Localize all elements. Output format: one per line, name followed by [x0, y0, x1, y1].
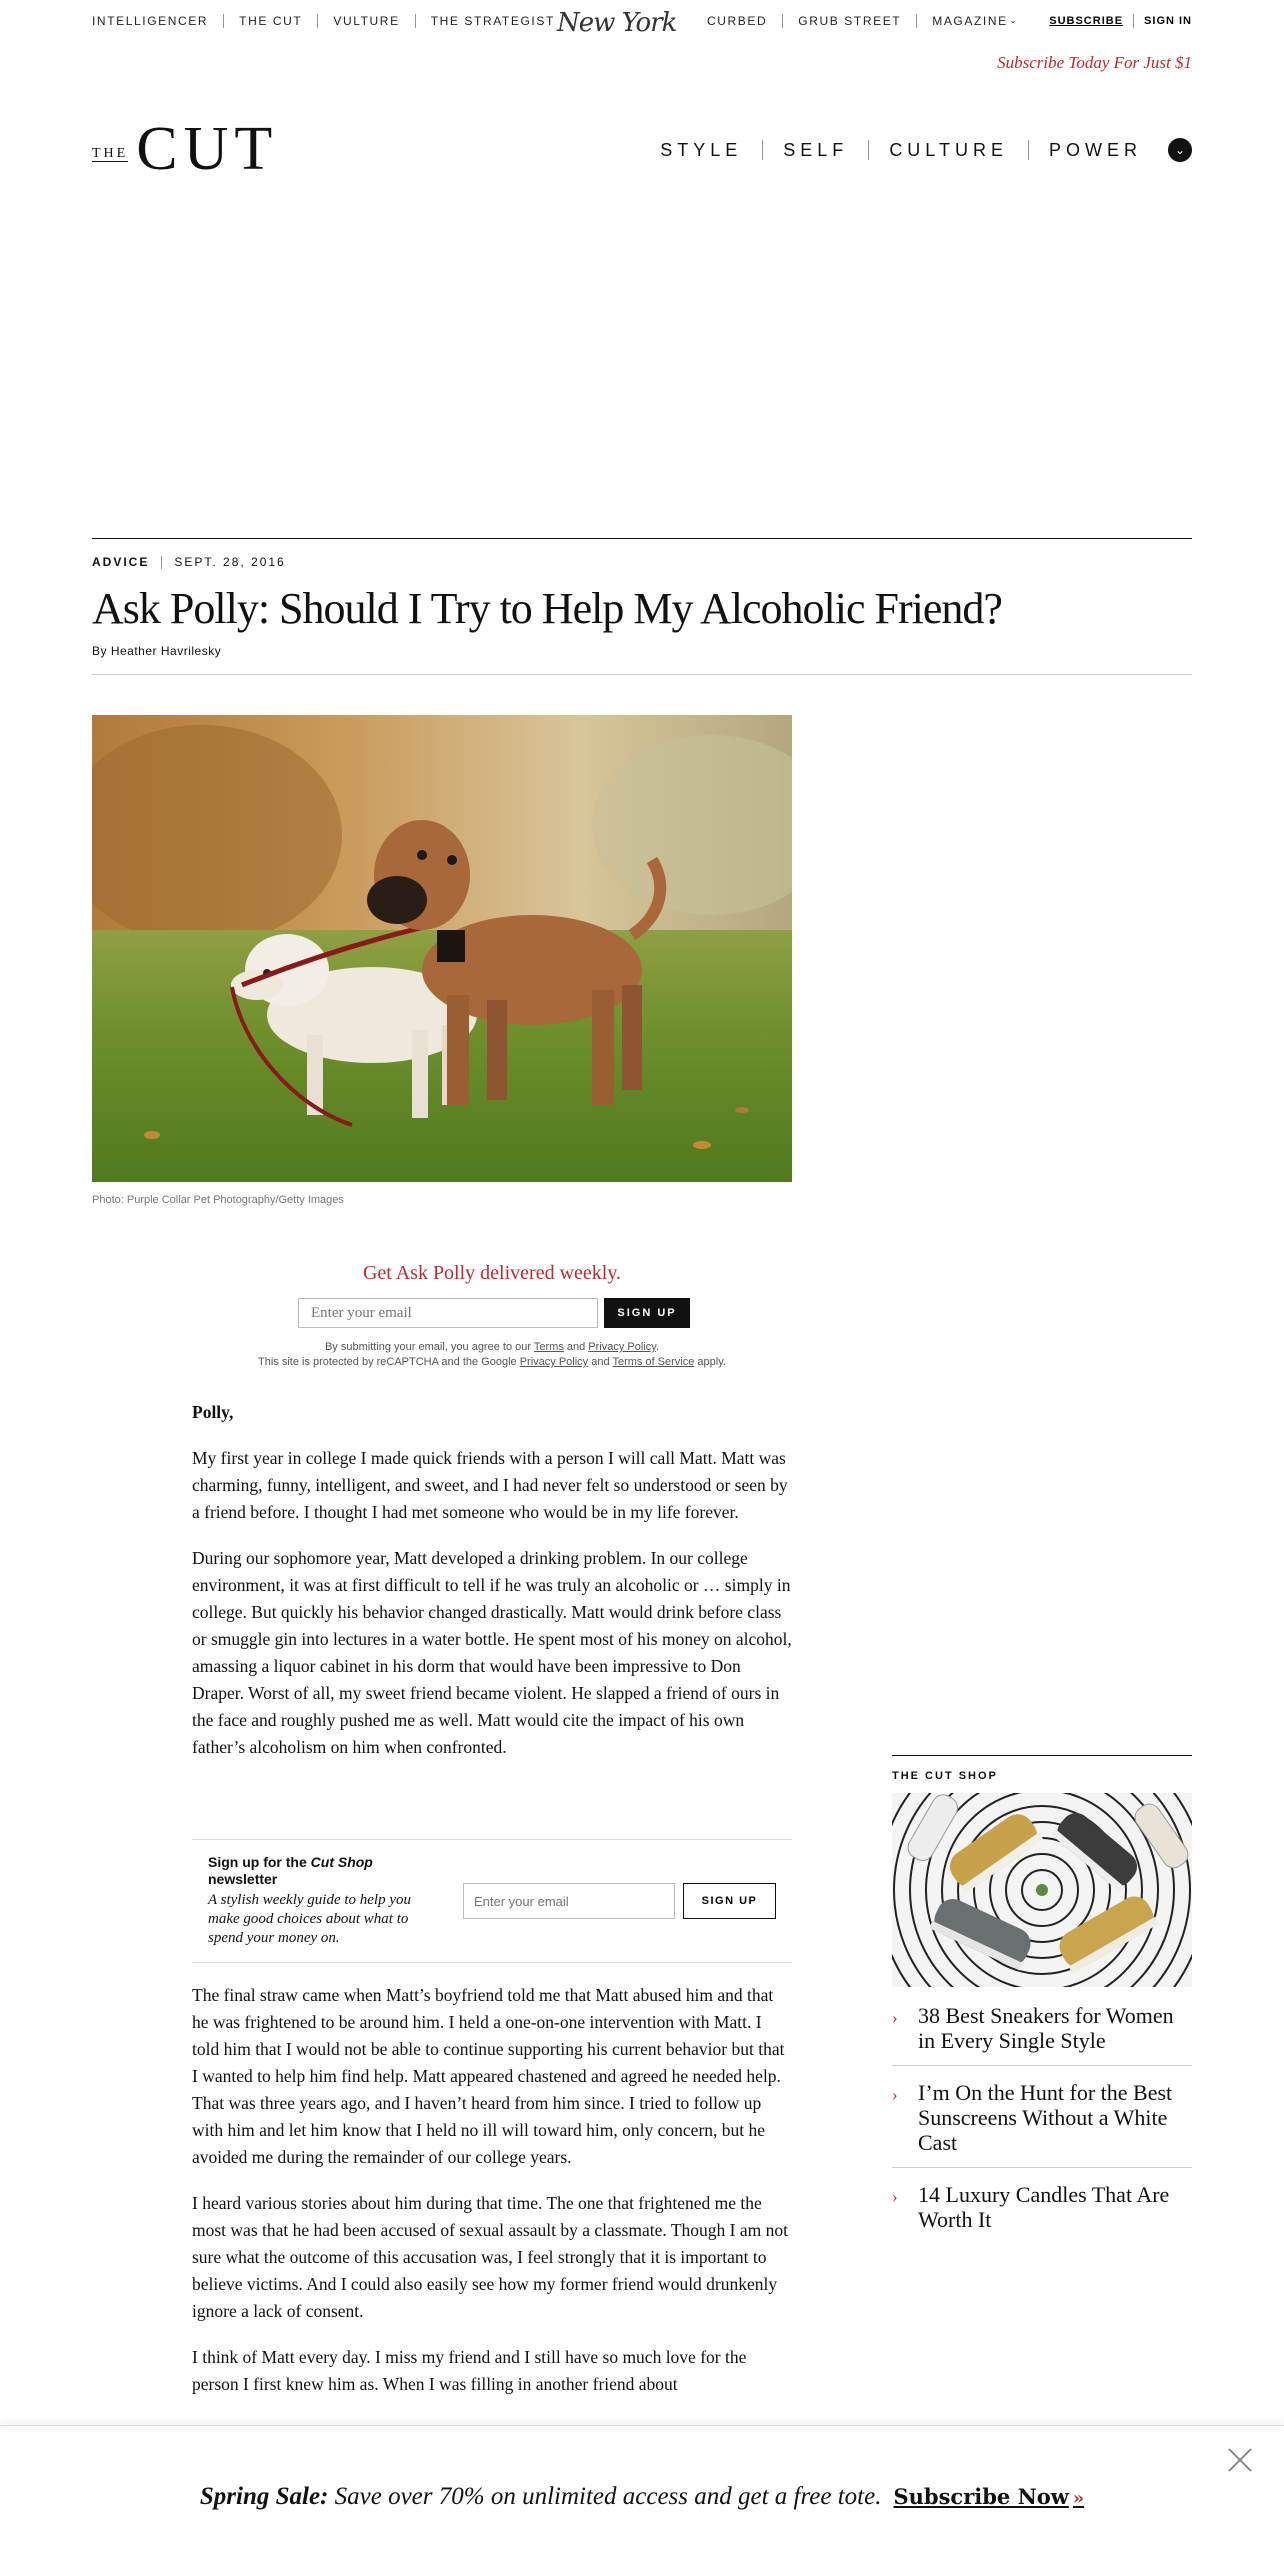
header-rule [92, 538, 1192, 539]
sneakers-image[interactable] [892, 1793, 1192, 1987]
network-link-magazine[interactable] [916, 14, 1033, 28]
masthead [92, 115, 1192, 183]
sidebar-article-title: 38 Best Sneakers for Women in Every Single Style [918, 2003, 1174, 2053]
subscribe-banner-text [0, 2483, 1284, 2511]
subscribe-now-link[interactable] [893, 2484, 1084, 2509]
byline[interactable]: By Heather Havrilesky [92, 644, 222, 658]
body-paragraph: I think of Matt every day. I miss my friend and I still have so much love for the person I first knew him as. When I was filling in another friend about [192, 2347, 747, 2394]
cut-shop-newsletter-title [208, 1854, 428, 1888]
network-link-grub-street[interactable]: GRUB STREET [782, 14, 916, 28]
sidebar-label: THE CUT SHOP [892, 1770, 998, 1782]
cut-shop-email-input[interactable] [463, 1883, 675, 1919]
sidebar-article-title: I’m On the Hunt for the Best Sunscreens Without a White Cast [918, 2080, 1173, 2155]
nav-self[interactable]: SELF [762, 140, 868, 160]
legal-line-1 [92, 1340, 892, 1355]
body-paragraph: During our sophomore year, Matt developed a drinking problem. In our college environment, it was at first difficult to tell if he was truly an alcoholic or … simply in college. But quickly his behavior changed drastically. Matt would drink before class or smuggle gin into lectures in a water bottle. He spent most of his money on alcohol, amassing a liquor cabinet in his dorm that would have been impressive to Don Draper. Worst of all, my sweet friend became violent. He slapped a friend of ours in the face and roughly pushed me as well. Matt would cite the impact of his own father’s alcoholism on him when confronted. [192, 1548, 792, 1757]
newsletter-signup-button[interactable]: SIGN UP [604, 1298, 690, 1328]
chevron-right-icon: › [892, 2085, 898, 2104]
logo-the: THE [92, 146, 129, 161]
network-link-intelligencer[interactable]: INTELLIGENCER [92, 14, 209, 28]
body-paragraph: My first year in college I made quick friends with a person I will call Matt. Matt was charming, funny, intelligent, and sweet, and I had never felt so understood or seen by a friend before. I thought I had met someone who would be in my life forever. [192, 1448, 788, 1522]
letter-greeting: Polly, [192, 1402, 234, 1422]
newsletter-email-input[interactable] [298, 1298, 598, 1328]
newsletter-legal [92, 1340, 892, 1370]
network-right-links [707, 14, 1033, 28]
lead-photo [92, 715, 792, 1182]
subscribe-promo-link[interactable]: Subscribe Today For Just $1 [997, 53, 1192, 72]
new-york-logo[interactable]: New York [557, 8, 677, 38]
newsletter-heading: Get Ask Polly delivered weekly. [362, 1262, 622, 1284]
cut-shop-sidebar [892, 1755, 1192, 2258]
title-brand: Cut Shop [310, 1854, 373, 1870]
legal-text: and [563, 1341, 589, 1353]
close-icon[interactable] [1226, 2446, 1254, 2474]
photo-credit: Photo: Purple Collar Pet Photography/Getty Images [92, 1194, 344, 1206]
chevron-down-icon: ⌄ [1009, 16, 1019, 25]
section-nav [640, 138, 1192, 162]
byline-rule [92, 674, 1192, 675]
sidebar-article[interactable] [892, 2003, 1192, 2066]
cut-shop-newsletter [192, 1839, 792, 1963]
rubric-link[interactable]: ADVICE [92, 556, 162, 569]
network-link-the-strategist[interactable]: THE STRATEGIST [415, 14, 570, 28]
the-cut-logo[interactable] [92, 115, 279, 183]
sale-text: Save over 70% on unlimited access and get a free tote. [328, 2483, 882, 2510]
chevron-right-icon: › [892, 2187, 898, 2206]
sidebar-rule [892, 1755, 1192, 1756]
cut-shop-newsletter-description: A stylish weekly guide to help you make good choices about what to spend your money on. [208, 1892, 412, 1946]
network-link-curbed[interactable]: CURBED [707, 14, 768, 28]
sidebar-article[interactable] [892, 2182, 1192, 2244]
privacy-policy-link[interactable]: Privacy Policy [588, 1341, 656, 1353]
google-privacy-link[interactable]: Privacy Policy [519, 1356, 589, 1368]
terms-link[interactable]: Terms [533, 1341, 564, 1353]
network-link-the-cut[interactable]: THE CUT [223, 14, 317, 28]
google-terms-link[interactable]: Terms of Service [612, 1356, 695, 1368]
sidebar-article-title: 14 Luxury Candles That Are Worth It [918, 2182, 1170, 2232]
legal-text: and [588, 1356, 613, 1368]
article-date: SEPT. 28, 2016 [174, 555, 286, 569]
legal-line-2 [92, 1355, 892, 1370]
article-body-part-1 [192, 1399, 792, 1780]
subscribe-banner [0, 2425, 1284, 2568]
body-paragraph: The final straw came when Matt’s boyfriend told me that Matt abused him and that he was frightened to be around him. I held a one-on-one intervention with Matt. I told him that I would not be able to continue supporting his current behavior but that I wanted to help him find help. Matt appeared chastened and agreed he needed help. That was three years ago, and I haven’t heard from him since. I tried to follow up with him and let him know that I held no ill will toward him, only concern, but he avoided me during the remainder of our college years. [192, 1985, 785, 2167]
nav-culture[interactable]: CULTURE [868, 140, 1028, 160]
sneakers-illustration [892, 1793, 1192, 1987]
newsletter-form [298, 1298, 690, 1328]
network-left-links [92, 14, 570, 28]
double-arrow-icon: » [1072, 2488, 1085, 2509]
account-links [1049, 14, 1192, 28]
article-headline: Ask Polly: Should I Try to Help My Alcoholic Friend? [92, 584, 1002, 633]
subscribe-now-label: Subscribe Now [893, 2484, 1069, 2509]
sign-in-link[interactable]: SIGN IN [1144, 15, 1192, 27]
nav-power[interactable]: POWER [1028, 140, 1162, 160]
network-link-vulture[interactable]: VULTURE [317, 14, 414, 28]
body-paragraph: I heard various stories about him during that time. The one that frightened me the most was that he had been accused of sexual assault by a classmate. Though I am not sure what the outcome of this accusation was, I feel strongly that it is important to believe victims. And I could also easily see how my former friend would drunkenly ignore a lack of consent. [192, 2193, 788, 2321]
legal-text: This site is protected by reCAPTCHA and the Google [258, 1356, 520, 1368]
title-suffix: newsletter [208, 1871, 278, 1887]
legal-text: apply. [694, 1356, 726, 1368]
legal-text: . [655, 1341, 660, 1353]
dogs-illustration [92, 715, 792, 1182]
legal-text: By submitting your email, you agree to our [324, 1341, 534, 1353]
sale-lead: Spring Sale: [199, 2483, 329, 2510]
cut-shop-signup-button[interactable]: SIGN UP [683, 1883, 776, 1919]
logo-cut: CUT [136, 115, 279, 183]
title-prefix: Sign up for the [208, 1854, 311, 1870]
sidebar-article[interactable] [892, 2080, 1192, 2168]
menu-chevron-icon[interactable]: ⌄ [1168, 138, 1192, 162]
article-body-part-2 [192, 1982, 792, 2417]
magazine-label: MAGAZINE [932, 14, 1008, 28]
network-bar [92, 8, 1192, 38]
sidebar-article-list [892, 2003, 1192, 2244]
nav-style[interactable]: STYLE [660, 140, 743, 160]
article-kicker [92, 555, 286, 569]
subscribe-link[interactable]: SUBSCRIBE [1049, 14, 1134, 28]
chevron-right-icon: › [892, 2008, 898, 2027]
